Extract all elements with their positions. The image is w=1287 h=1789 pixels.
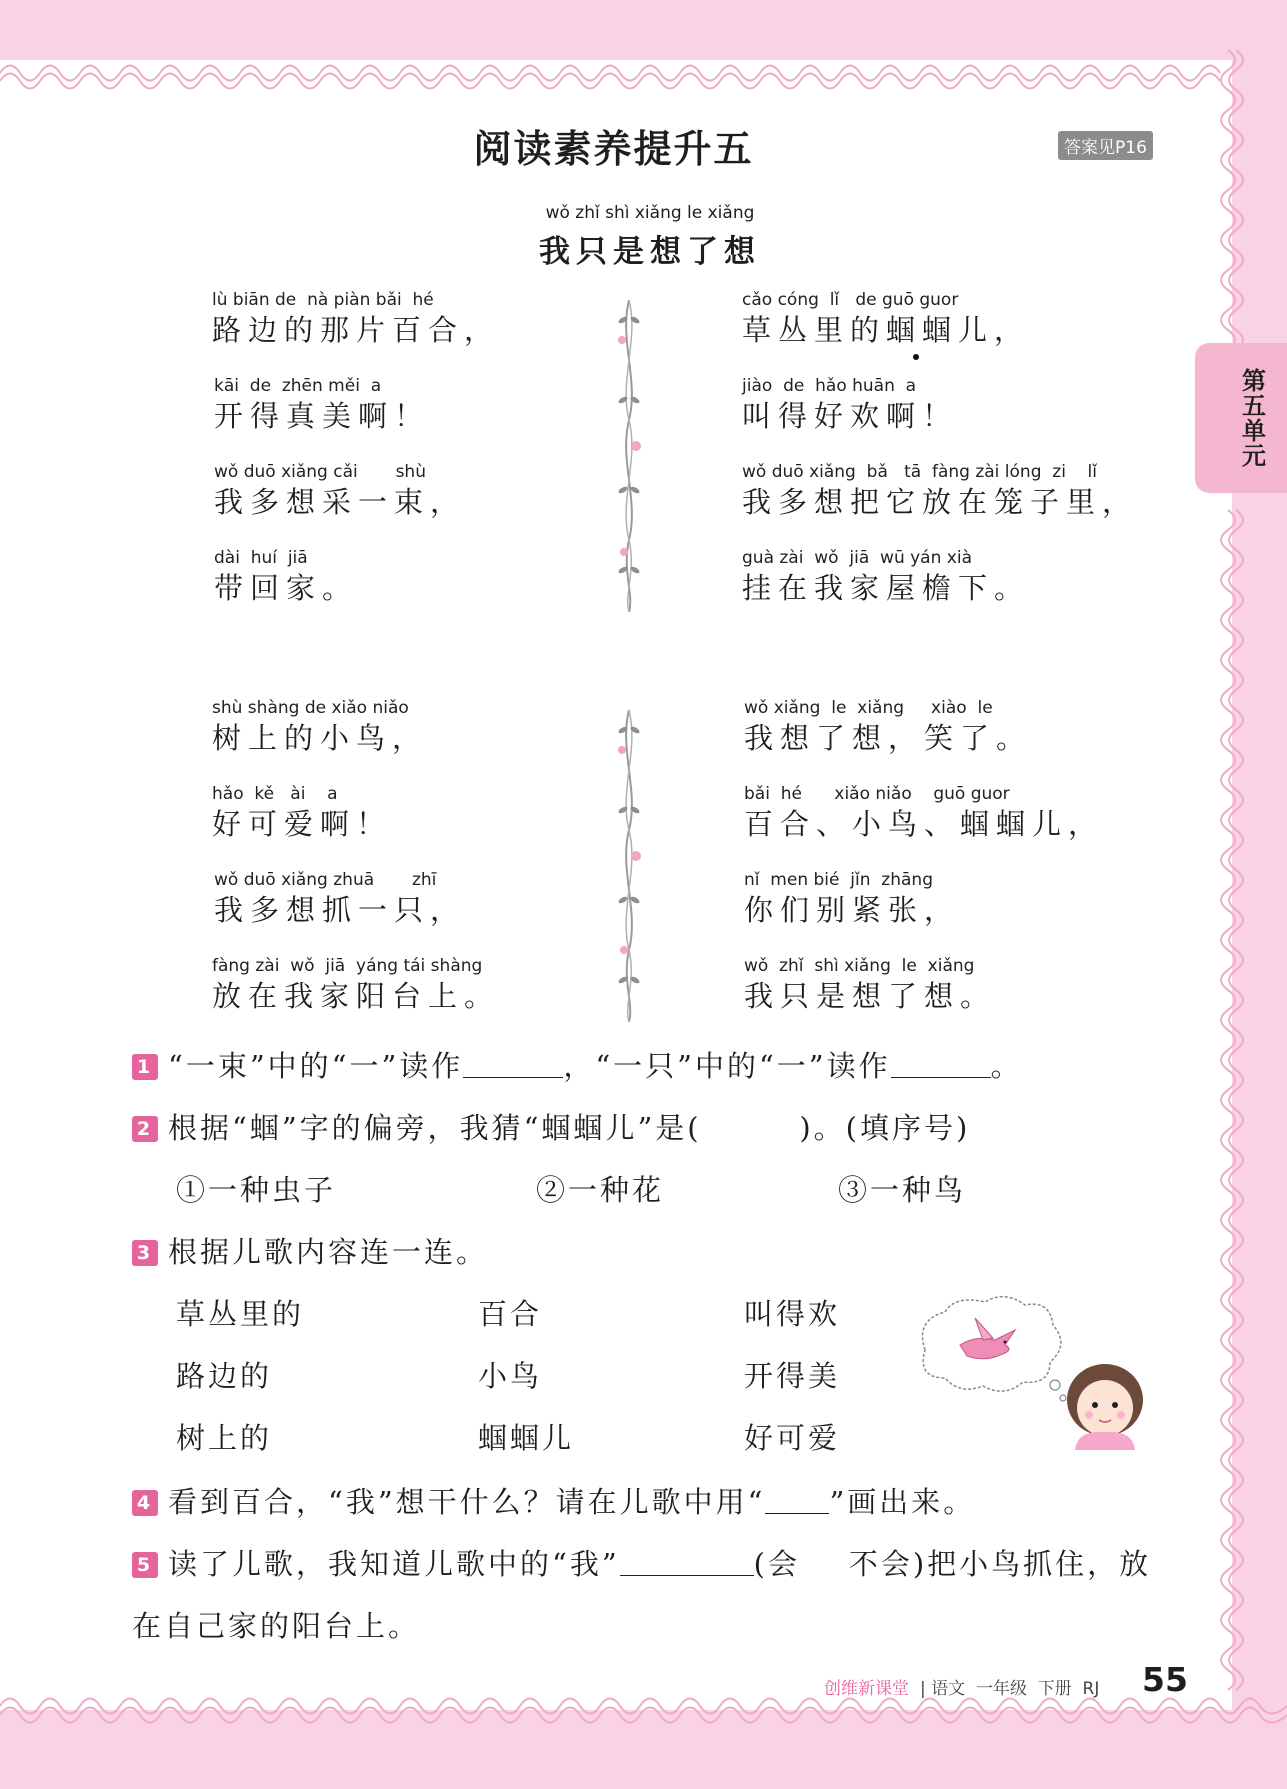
poem-line <box>212 954 500 1014</box>
question-4 <box>132 1480 975 1521</box>
poem-line <box>742 546 1030 606</box>
poem-line <box>214 374 430 434</box>
question-text: (会 不会)把小鸟抓住，放 <box>753 1547 1152 1581</box>
pinyin: wǒ duō xiǎng zhuā zhī <box>214 870 437 890</box>
question-2 <box>132 1106 970 1147</box>
poem-line <box>212 782 392 842</box>
poem-line <box>744 868 960 928</box>
question-number-badge: 5 <box>132 1552 158 1578</box>
pinyin: cǎo cóng lǐ de guō guor <box>742 290 959 310</box>
question-5-continued: 在自己家的阳台上。 <box>132 1609 421 1643</box>
pinyin: lù biān de nà piàn bǎi hé <box>212 290 434 310</box>
poem-title-pinyin: wǒ zhǐ shì xiǎng le xiǎng <box>545 203 755 223</box>
question-text: ”画出来。 <box>829 1485 976 1519</box>
hanzi: 我多想抓一只， <box>214 893 467 927</box>
pinyin: guà zài wǒ jiā wū yán xià <box>742 548 972 568</box>
poem-line <box>742 288 1030 348</box>
question-3 <box>132 1230 488 1271</box>
pinyin: jiào de hǎo huān a <box>742 376 917 396</box>
question-text: 根据儿歌内容连一连。 <box>168 1235 489 1269</box>
match-left-item[interactable]: 路边的 <box>176 1359 273 1393</box>
vine-divider-icon <box>614 300 644 612</box>
poem-line <box>214 868 466 928</box>
question-number-badge: 4 <box>132 1490 158 1516</box>
hanzi: 开得真美啊！ <box>214 399 431 433</box>
hanzi: 带回家。 <box>214 571 359 605</box>
match-right-item[interactable]: 开得美 <box>744 1359 841 1393</box>
hanzi: 树上的小鸟， <box>212 721 429 755</box>
match-left-item[interactable]: 树上的 <box>176 1421 273 1455</box>
hanzi: 叫得好欢啊！ <box>742 399 959 433</box>
pinyin: nǐ men bié jǐn zhāng <box>744 870 933 890</box>
poem-line <box>744 696 1032 756</box>
poem-line <box>214 460 466 520</box>
hanzi: 放在我家阳台上。 <box>212 979 501 1013</box>
hanzi: 我多想采一束， <box>214 485 467 519</box>
match-right-item[interactable]: 叫得欢 <box>744 1297 841 1331</box>
hanzi: 好可爱啊！ <box>212 807 393 841</box>
pinyin: wǒ duō xiǎng bǎ tā fàng zài lóng zi lǐ <box>742 462 1098 482</box>
pinyin: hǎo kě ài a <box>212 784 338 804</box>
question-text: 读了儿歌，我知道儿歌中的“我” <box>168 1547 620 1581</box>
pinyin: dài huí jiā <box>214 548 308 568</box>
pinyin: wǒ xiǎng le xiǎng xiào le <box>744 698 993 718</box>
question-number-badge: 1 <box>132 1054 158 1080</box>
poem-line <box>214 546 358 606</box>
girl-thinking-illustration <box>905 1290 1155 1450</box>
match-middle-item[interactable]: 小鸟 <box>478 1359 543 1393</box>
page-title: 阅读素养提升五 <box>473 127 754 171</box>
match-right-item[interactable]: 好可爱 <box>744 1421 841 1455</box>
option-1[interactable]: ①一种虫子 <box>176 1173 337 1207</box>
match-middle-item[interactable]: 百合 <box>478 1297 543 1331</box>
poem-line <box>742 460 1138 520</box>
pinyin: wǒ duō xiǎng cǎi shù <box>214 462 426 482</box>
pinyin: fàng zài wǒ jiā yáng tái shàng <box>212 956 483 976</box>
match-middle-item[interactable]: 蝈蝈儿 <box>478 1421 575 1455</box>
answer-blank[interactable] <box>891 1077 991 1078</box>
footer-info: | 语文 一年级 下册 RJ <box>920 1679 1100 1699</box>
underline-sample <box>765 1513 829 1514</box>
hanzi: 你们别紧张， <box>744 893 961 927</box>
hanzi: 草丛里的蝈蝈儿， <box>742 313 1031 347</box>
poem-line <box>744 954 996 1014</box>
unit-tab: 第五单元 <box>1195 343 1287 493</box>
question-1 <box>132 1044 1023 1085</box>
page-number: 55 <box>1142 1660 1188 1699</box>
question-number-badge: 3 <box>132 1240 158 1266</box>
right-wave-border <box>1200 50 1260 1710</box>
question-text: “一束”中的“一”读作 <box>168 1049 464 1083</box>
hanzi: 我多想把它放在笼子里， <box>742 485 1139 519</box>
option-2[interactable]: ②一种花 <box>536 1173 665 1207</box>
question-text: 根据“蝈”字的偏旁，我猜“蝈蝈儿”是( )。(填序号) <box>168 1111 971 1145</box>
poem-line <box>742 374 958 434</box>
pinyin: shù shàng de xiǎo niǎo <box>212 698 409 718</box>
hanzi: 我只是想了想。 <box>744 979 997 1013</box>
footer-brand: 创维新课堂 <box>824 1679 909 1699</box>
match-left-item[interactable]: 草丛里的 <box>176 1297 305 1331</box>
hanzi: 路边的那片百合， <box>212 313 501 347</box>
hanzi: 我想了想，笑了。 <box>744 721 1033 755</box>
poem-line <box>212 288 500 348</box>
poem-line <box>744 782 1104 842</box>
question-5 <box>132 1542 1151 1583</box>
poem-title: 我只是想了想 <box>539 234 761 270</box>
pinyin: bǎi hé xiǎo niǎo guō guor <box>744 784 1010 804</box>
option-3[interactable]: ③一种鸟 <box>838 1173 967 1207</box>
answer-blank[interactable] <box>463 1077 563 1078</box>
poem-line <box>212 696 428 756</box>
question-text: 。 <box>990 1049 1023 1083</box>
pinyin: kāi de zhēn měi a <box>214 376 382 396</box>
emphasis-dot <box>913 354 919 360</box>
hanzi: 挂在我家屋檐下。 <box>742 571 1031 605</box>
question-number-badge: 2 <box>132 1116 158 1142</box>
question-text: ，“一只”中的“一”读作 <box>563 1049 891 1083</box>
hanzi: 百合、小鸟、蝈蝈儿， <box>744 807 1105 841</box>
answer-reference-badge: 答案见P16 <box>1058 131 1153 160</box>
question-text: 看到百合，“我”想干什么？请在儿歌中用“ <box>168 1485 766 1519</box>
vine-divider-icon <box>614 710 644 1022</box>
pinyin: wǒ zhǐ shì xiǎng le xiǎng <box>744 956 975 976</box>
top-wave-border <box>0 48 1287 98</box>
answer-blank[interactable] <box>620 1575 754 1576</box>
